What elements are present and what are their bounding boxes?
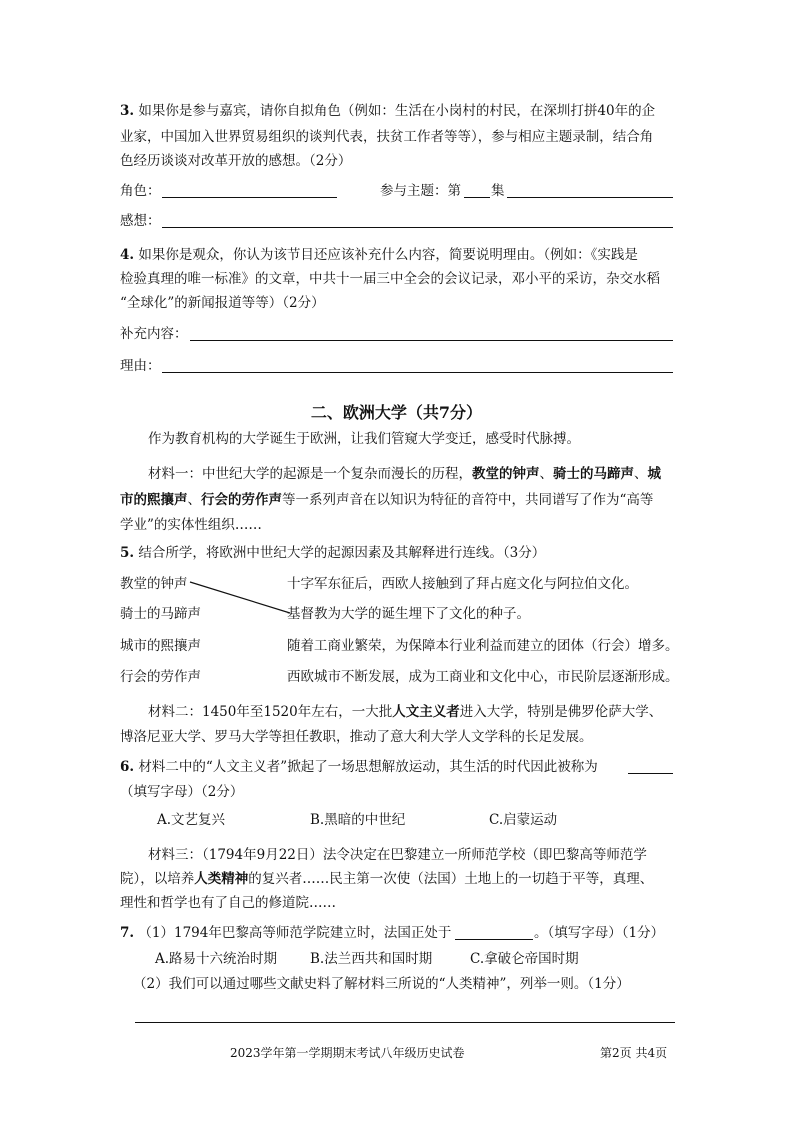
q3-text-2: 业家，中国加入世界贸易组织的谈判代表，扶贫工作者等等），参与相应主题录制，结合角 xyxy=(120,129,654,145)
section-title: 二、欧洲大学（共7分） xyxy=(310,403,483,422)
q7-option-a[interactable]: A.路易十六统治时期 xyxy=(155,951,278,967)
match-right-2[interactable]: 基督教为大学的诞生埋下了文化的种子。 xyxy=(287,606,530,622)
q3-number: 3. xyxy=(120,103,135,119)
q6-answer-line[interactable] xyxy=(628,773,673,774)
material2-line1 xyxy=(148,703,662,721)
material3-line1: 材料三：（1794年9月22日）法令决定在巴黎建立一所师范学校（即巴黎高等师范学 xyxy=(148,847,647,863)
q6-option-a[interactable]: A.文艺复兴 xyxy=(157,812,226,828)
q4-number: 4. xyxy=(120,247,135,263)
match-left-2[interactable]: 骑士的马蹄声 xyxy=(120,606,201,622)
material3-line2 xyxy=(120,870,653,888)
material3-bold-spirit: 人类精神 xyxy=(194,871,249,887)
material2-text-a: 材料二：1450年至1520年左右，一大批 xyxy=(148,704,393,720)
material1-bold-city-a: 城 xyxy=(647,466,661,482)
q6-number: 6. xyxy=(120,759,135,775)
material1-sep-3: 、 xyxy=(187,492,201,508)
material2-line2: 博洛尼亚大学、罗马大学等担任教职，推动了意大利大学人文学科的长足发展。 xyxy=(120,729,593,745)
feeling-label: 感想： xyxy=(120,213,161,229)
q6-option-b[interactable]: B.黑暗的中世纪 xyxy=(310,812,406,828)
q7-line1 xyxy=(120,924,451,942)
match-left-3[interactable]: 城市的熙攘声 xyxy=(120,638,201,654)
match-right-4[interactable]: 西欧城市不断发展，成为工商业和文化中心，市民阶层逐渐形成。 xyxy=(287,669,679,685)
q7-number: 7. xyxy=(120,925,135,941)
role-label: 角色： xyxy=(120,183,161,199)
material3-line3: 理性和哲学也有了自己的修道院…… xyxy=(120,895,336,911)
q3-text-1: 如果你是参与嘉宾，请你自拟角色（例如：生活在小岗村的村民，在深圳打拼40年的企 xyxy=(138,103,656,119)
q3-text-3: 色经历谈谈对改革开放的感想。（2分） xyxy=(120,153,352,169)
q6-text-1: 材料二中的“人文主义者”掀起了一场思想解放运动，其生活的时代因此被称为 xyxy=(138,759,598,775)
footer-title: 2023学年第一学期期末考试八年级历史试卷 xyxy=(230,1046,465,1060)
match-left-1[interactable]: 教堂的钟声 xyxy=(120,576,188,592)
material1-text-b: 等一系列声音在以知识为特征的音符中，共同谱写了作为“高等 xyxy=(282,492,654,508)
q4-text-1: 如果你是观众，你认为该节目还应该补充什么内容，简要说明理由。（例如：《实践是 xyxy=(138,247,638,263)
q7-text-2: （2）我们可以通过哪些文献史料了解材料三所说的“人类精神”，列举一则。（1分） xyxy=(133,976,630,992)
material1-bold-knight: 骑士的马蹄声 xyxy=(553,466,634,482)
footer-page-number: 第2页 共4页 xyxy=(600,1046,668,1060)
material1-line3: 学业”的实体性组织…… xyxy=(120,517,262,533)
material1-bold-city-b: 市的熙攘声 xyxy=(120,492,188,508)
match-right-1[interactable]: 十字军东征后，西欧人接触到了拜占庭文化与阿拉伯文化。 xyxy=(287,576,638,592)
q5-text: 结合所学，将欧洲中世纪大学的起源因素及其解释进行连线。（3分） xyxy=(138,545,546,561)
match-left-4[interactable]: 行会的劳作声 xyxy=(120,669,201,685)
material3-text-a: 院），以培养 xyxy=(120,871,195,887)
material1-sep-1: 、 xyxy=(539,466,553,482)
q7-option-c[interactable]: C.拿破仑帝国时期 xyxy=(470,951,579,967)
q7-answer-line[interactable] xyxy=(455,939,533,940)
material1-bold-guild: 行会的劳作声 xyxy=(201,492,282,508)
q5-number: 5. xyxy=(120,545,135,561)
material1-text-a: 材料一：中世纪大学的起源是一个复杂而漫长的历程， xyxy=(148,466,472,482)
q4-text-3: “全球化”的新闻报道等等）（2分） xyxy=(120,295,325,311)
q6-option-c[interactable]: C.启蒙运动 xyxy=(489,812,558,828)
material2-text-b: 进入大学，特别是佛罗伦萨大学、 xyxy=(459,704,663,720)
reason-label: 理由： xyxy=(120,358,161,374)
q4-text-2: 检验真理的唯一标准》的文章，中共十一届三中全会的会议记录，邓小平的采访，杂交水稻 xyxy=(120,271,660,287)
theme-label: 参与主题：第 xyxy=(380,183,461,199)
material2-bold-humanists: 人文主义者 xyxy=(392,704,460,720)
q6-text-2: （填写字母）（2分） xyxy=(120,784,244,800)
q7-text-1a: （1）1794年巴黎高等师范学院建立时，法国正处于 xyxy=(138,925,452,941)
section-intro: 作为教育机构的大学诞生于欧洲，让我们管窥大学变迁，感受时代脉搏。 xyxy=(148,431,580,447)
match-line-church-christianity xyxy=(190,582,290,613)
q6-line1 xyxy=(120,758,598,776)
supplement-label: 补充内容： xyxy=(120,326,188,342)
theme-suffix: 集 xyxy=(491,183,505,199)
match-right-3[interactable]: 随着工商业繁荣，为保障本行业利益而建立的团体（行会）增多。 xyxy=(287,638,679,654)
material1-sep-2: 、 xyxy=(634,466,648,482)
material1-bold-church: 教堂的钟声 xyxy=(472,466,540,482)
footer-divider xyxy=(135,1022,675,1023)
q7-text-1b: 。（填写字母）（1分） xyxy=(534,925,665,941)
material3-text-b: 的复兴者……民主第一次使（法国）土地上的一切趋于平等，真理、 xyxy=(248,871,654,887)
q7-option-b[interactable]: B.法兰西共和国时期 xyxy=(310,951,433,967)
